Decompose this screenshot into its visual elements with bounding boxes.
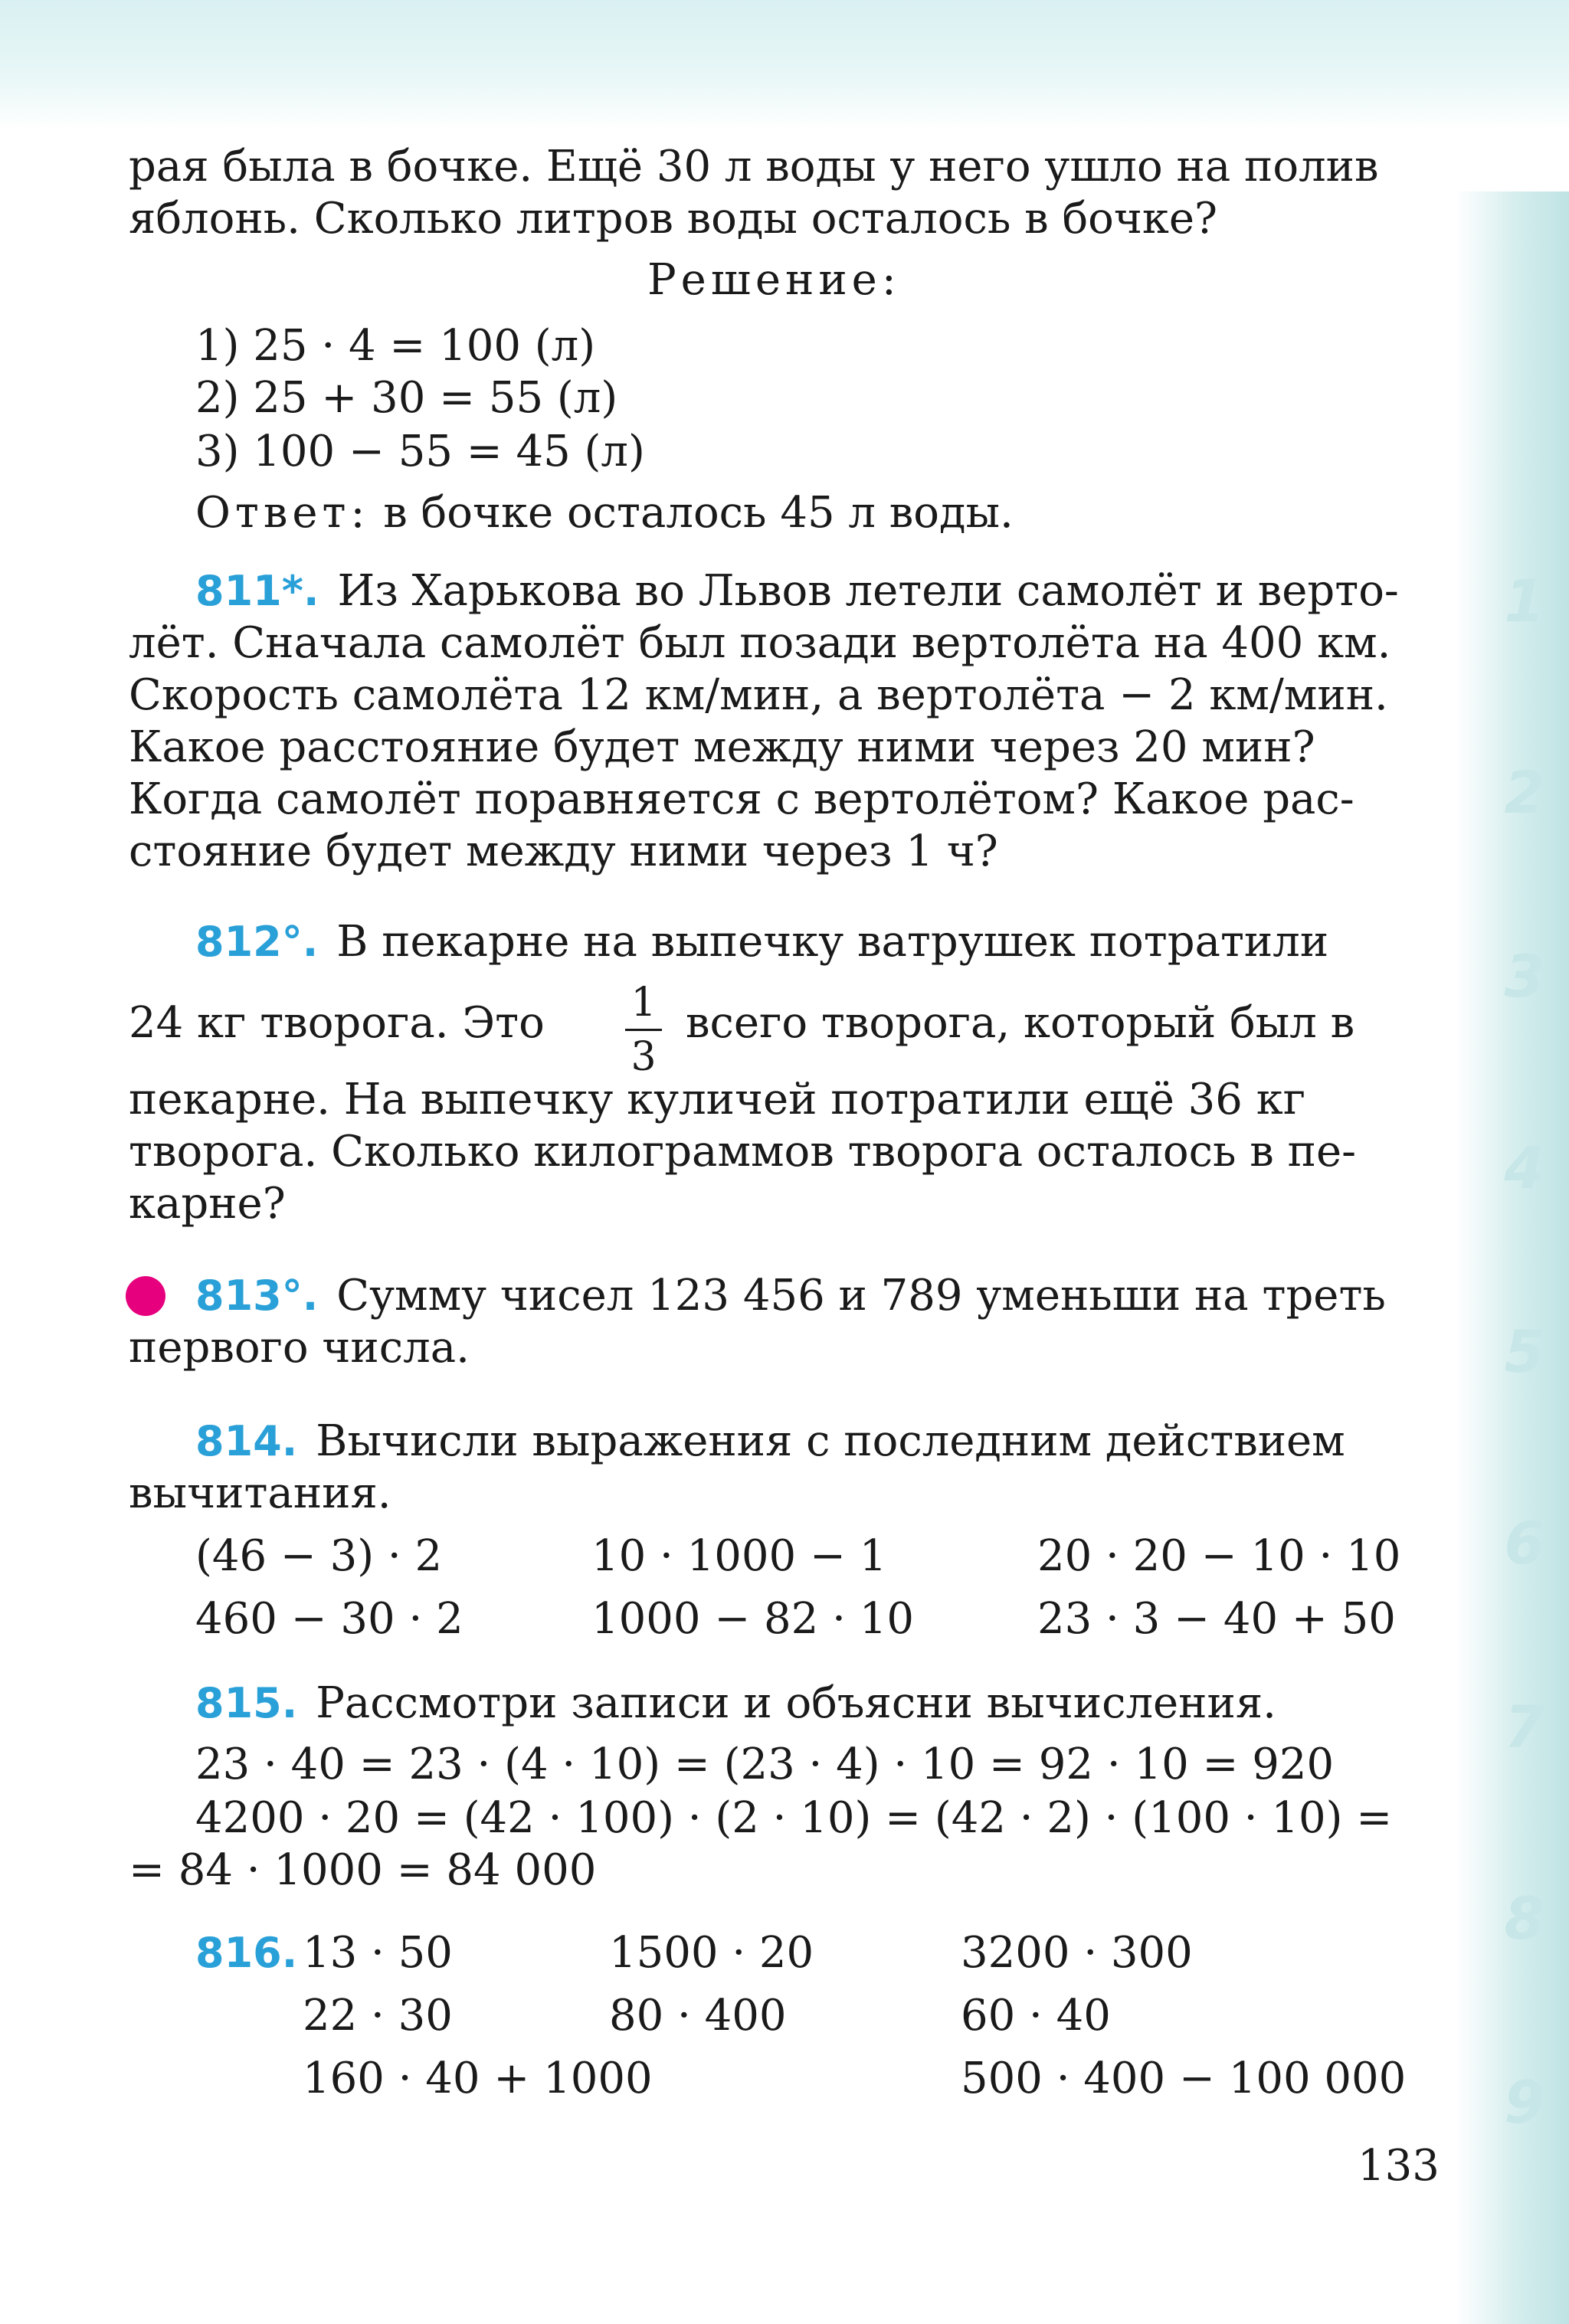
side-tab-7: 7 (1504, 1693, 1545, 1761)
expression-2-2: 1000 − 82 · 10 (591, 1594, 914, 1644)
task-816-expr-3-1: 160 · 40 + 1000 (303, 2054, 653, 2103)
task-811-line-3: Скорость самолёта 12 км/мин, а вертолёта − 2 км/мин. (129, 670, 1388, 720)
task-816-label: 816. (195, 1929, 298, 1977)
continuation-line-1: рая была в бочке. Ещё 30 л воды у него ушло на полив (129, 142, 1379, 191)
side-tab-2: 2 (1504, 758, 1545, 826)
side-tab-9: 9 (1504, 2068, 1545, 2136)
side-tab-strip (1456, 191, 1569, 2324)
task-811-line-1: 811*. Из Харькова во Львов летели самолёт и верто- (195, 566, 1399, 616)
expression-2-1: 460 − 30 · 2 (195, 1594, 463, 1644)
pink-bullet-marker (126, 1276, 165, 1316)
side-tab-3: 3 (1504, 942, 1545, 1010)
top-band (0, 0, 1569, 130)
solution-step-2: 2) 25 + 30 = 55 (л) (195, 373, 618, 423)
side-tab-5: 5 (1504, 1317, 1545, 1386)
side-tab-4: 4 (1504, 1134, 1545, 1202)
task-813-label: 813°. (195, 1272, 319, 1320)
task-815-label: 815. (195, 1679, 298, 1727)
task-814-line-1: 814. Вычисли выражения с последним действием (195, 1416, 1345, 1466)
task-816-expr-2-1: 22 · 30 (303, 1991, 453, 2041)
task-816-expr-2-2: 80 · 400 (609, 1991, 787, 2041)
task-811-line-4: Какое расстояние будет между ними через 20 мин? (129, 722, 1315, 772)
expression-2-3: 23 · 3 − 40 + 50 (1037, 1594, 1396, 1644)
task-812-line-5: карне? (129, 1179, 286, 1229)
task-816-expr-1-1: 13 · 50 (303, 1928, 453, 1978)
task-811-line-6: стояние будет между ними через 1 ч? (129, 826, 998, 876)
side-tab-1: 1 (1504, 567, 1545, 635)
task-814-label: 814. (195, 1417, 298, 1465)
task-812-line-2a: 24 кг творога. Это (129, 998, 545, 1048)
continuation-line-2: яблонь. Сколько литров воды осталось в бочке? (129, 194, 1218, 244)
fraction-one-third (622, 981, 665, 1079)
solution-heading: Решение: (647, 255, 901, 305)
task-816-row-1 (195, 1927, 316, 1979)
task-813-line-1: 813°. Сумму чисел 123 456 и 789 уменьши на треть (195, 1271, 1386, 1321)
task-812-line-4: творога. Сколько килограммов творога осталось в пе- (129, 1127, 1357, 1177)
expression-1-1: (46 − 3) · 2 (195, 1531, 443, 1581)
task-815-line-1: 815. Рассмотри записи и объясни вычисления. (195, 1678, 1276, 1728)
task-812-line-3: пекарне. На выпечку куличей потратили ещё 36 кг (129, 1075, 1306, 1124)
answer-text: в бочке осталось 45 л воды. (383, 488, 1014, 538)
task-811-line-2: лёт. Сначала самолёт был позади вертолёта на 400 км. (129, 618, 1391, 668)
solution-step-1: 1) 25 · 4 = 100 (л) (195, 321, 596, 371)
task-815-calc-3: = 84 · 1000 = 84 000 (129, 1845, 597, 1895)
task-816-expr-1-3: 3200 · 300 (961, 1928, 1193, 1978)
task-813-line-2: первого числа. (129, 1323, 470, 1373)
expression-1-3: 20 · 20 − 10 · 10 (1037, 1531, 1401, 1581)
task-812-line-2b: всего творога, который был в (686, 998, 1355, 1048)
task-816-expr-1-2: 1500 · 20 (609, 1928, 814, 1978)
side-tab-6: 6 (1504, 1509, 1545, 1577)
task-812-label: 812°. (195, 918, 319, 966)
task-816-expr-2-3: 60 · 40 (961, 1991, 1111, 2041)
task-816-expr-3-3: 500 · 400 − 100 000 (961, 2054, 1407, 2103)
fraction-bar (625, 1029, 662, 1031)
task-811-label: 811*. (195, 567, 319, 615)
solution-step-3: 3) 100 − 55 = 45 (л) (195, 427, 645, 476)
side-tab-8: 8 (1504, 1884, 1545, 1952)
task-815-calc-2: 4200 · 20 = (42 · 100) · (2 · 10) = (42 · 2) · (100 · 10) = (195, 1793, 1393, 1843)
fraction-denominator: 3 (631, 1034, 657, 1080)
task-812-line-1: 812°. В пекарне на выпечку ватрушек потратили (195, 917, 1329, 967)
answer-line (195, 487, 1014, 539)
task-815-calc-1: 23 · 40 = 23 · (4 · 10) = (23 · 4) · 10 = 92 · 10 = 920 (195, 1740, 1335, 1789)
answer-label: Ответ: (195, 488, 370, 538)
expression-1-2: 10 · 1000 − 1 (591, 1531, 887, 1581)
task-814-line-2: вычитания. (129, 1468, 391, 1518)
task-811-line-5: Когда самолёт поравняется с вертолётом? Какое рас- (129, 774, 1354, 824)
fraction-numerator: 1 (631, 980, 657, 1026)
page-number: 133 (1358, 2141, 1440, 2191)
